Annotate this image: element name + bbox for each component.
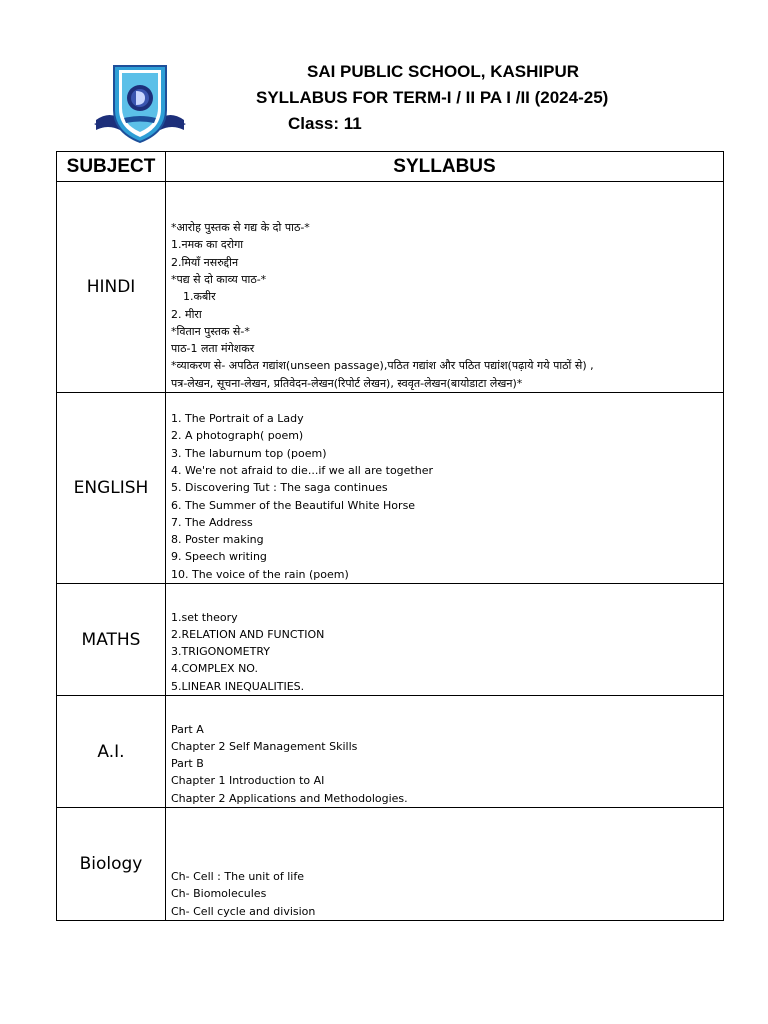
list-item: 3.TRIGONOMETRY [171, 645, 270, 659]
list-item: *आरोह पुस्तक से गद्य के दो पाठ-* [171, 221, 310, 235]
table-row-maths [57, 584, 724, 696]
list-item: 2.मियाँ नसरुद्दीन [171, 255, 239, 269]
list-item: पाठ-1 लता मंगेशकर [171, 342, 255, 356]
list-item: 5. Discovering Tut : The saga continues [171, 481, 388, 495]
list-item: 2.RELATION AND FUNCTION [171, 627, 325, 641]
list-item: *वितान पुस्तक से-* [171, 324, 250, 338]
syllabus-title: SYLLABUS FOR TERM-I / II PA I /II (2024-25) [256, 88, 609, 107]
table-row-english [57, 393, 724, 584]
list-item: 1. The Portrait of a Lady [171, 412, 304, 426]
subject-cell: A.I. [57, 696, 166, 808]
list-item: 2. A photograph( poem) [171, 429, 304, 443]
school-crest-logo [92, 60, 188, 148]
list-item: 10. The voice of the rain (poem) [171, 567, 349, 581]
list-item: *पद्य से दो काव्य पाठ-* [171, 272, 267, 286]
list-item: 8. Poster making [171, 533, 264, 547]
class-label: Class: 11 [288, 114, 362, 133]
list-item: 1.नमक का दरोगा [171, 238, 244, 252]
list-item: Ch- Cell cycle and division [171, 904, 316, 918]
list-item: 4. We're not afraid to die...if we all are together [171, 463, 434, 477]
subject-cell: Biology [57, 808, 166, 921]
school-name: SAI PUBLIC SCHOOL, KASHIPUR [307, 62, 580, 81]
list-item: *व्याकरण से- अपठित गद्यांश(unseen passage),पठित गद्यांश और पठित पद्यांश(पढ़ाये गये पाठों से) , [171, 359, 594, 373]
subject-cell: MATHS [57, 584, 166, 696]
list-item: Ch- Cell : The unit of life [171, 870, 304, 884]
list-item: पत्र-लेखन, सूचना-लेखन, प्रतिवेदन-लेखन(रिपोर्ट लेखन), स्ववृत-लेखन(बायोडाटा लेखन)* [171, 376, 523, 390]
list-item: 4.COMPLEX NO. [171, 662, 259, 676]
list-item: Ch- Biomolecules [171, 887, 267, 901]
list-item: Part B [171, 757, 204, 771]
list-item: 7. The Address [171, 515, 253, 529]
syllabus-cell [166, 182, 724, 393]
table-header-row [57, 152, 724, 182]
list-item: 5.LINEAR INEQUALITIES. [171, 679, 305, 693]
list-item: Chapter 1 Introduction to AI [171, 774, 325, 788]
syllabus-cell [166, 393, 724, 584]
table-row-biology [57, 808, 724, 921]
syllabus-cell [166, 808, 724, 921]
list-item: 3. The laburnum top (poem) [171, 446, 327, 460]
syllabus-cell [166, 696, 724, 808]
syllabus-column-header: SYLLABUS [166, 152, 724, 182]
table-row-hindi [57, 182, 724, 393]
list-item: 1.कबीर [183, 290, 216, 304]
list-item: 1.set theory [171, 610, 238, 624]
syllabus-table [56, 151, 724, 921]
list-item: 9. Speech writing [171, 550, 267, 564]
subject-cell: HINDI [57, 182, 166, 393]
list-item: 6. The Summer of the Beautiful White Horse [171, 498, 416, 512]
subject-column-header: SUBJECT [57, 152, 166, 182]
list-item: Chapter 2 Applications and Methodologies. [171, 791, 408, 805]
table-row-ai [57, 696, 724, 808]
list-item: Part A [171, 722, 204, 736]
list-item: Chapter 2 Self Management Skills [171, 739, 358, 753]
syllabus-cell [166, 584, 724, 696]
subject-cell: ENGLISH [57, 393, 166, 584]
list-item: 2. मीरा [171, 307, 202, 321]
